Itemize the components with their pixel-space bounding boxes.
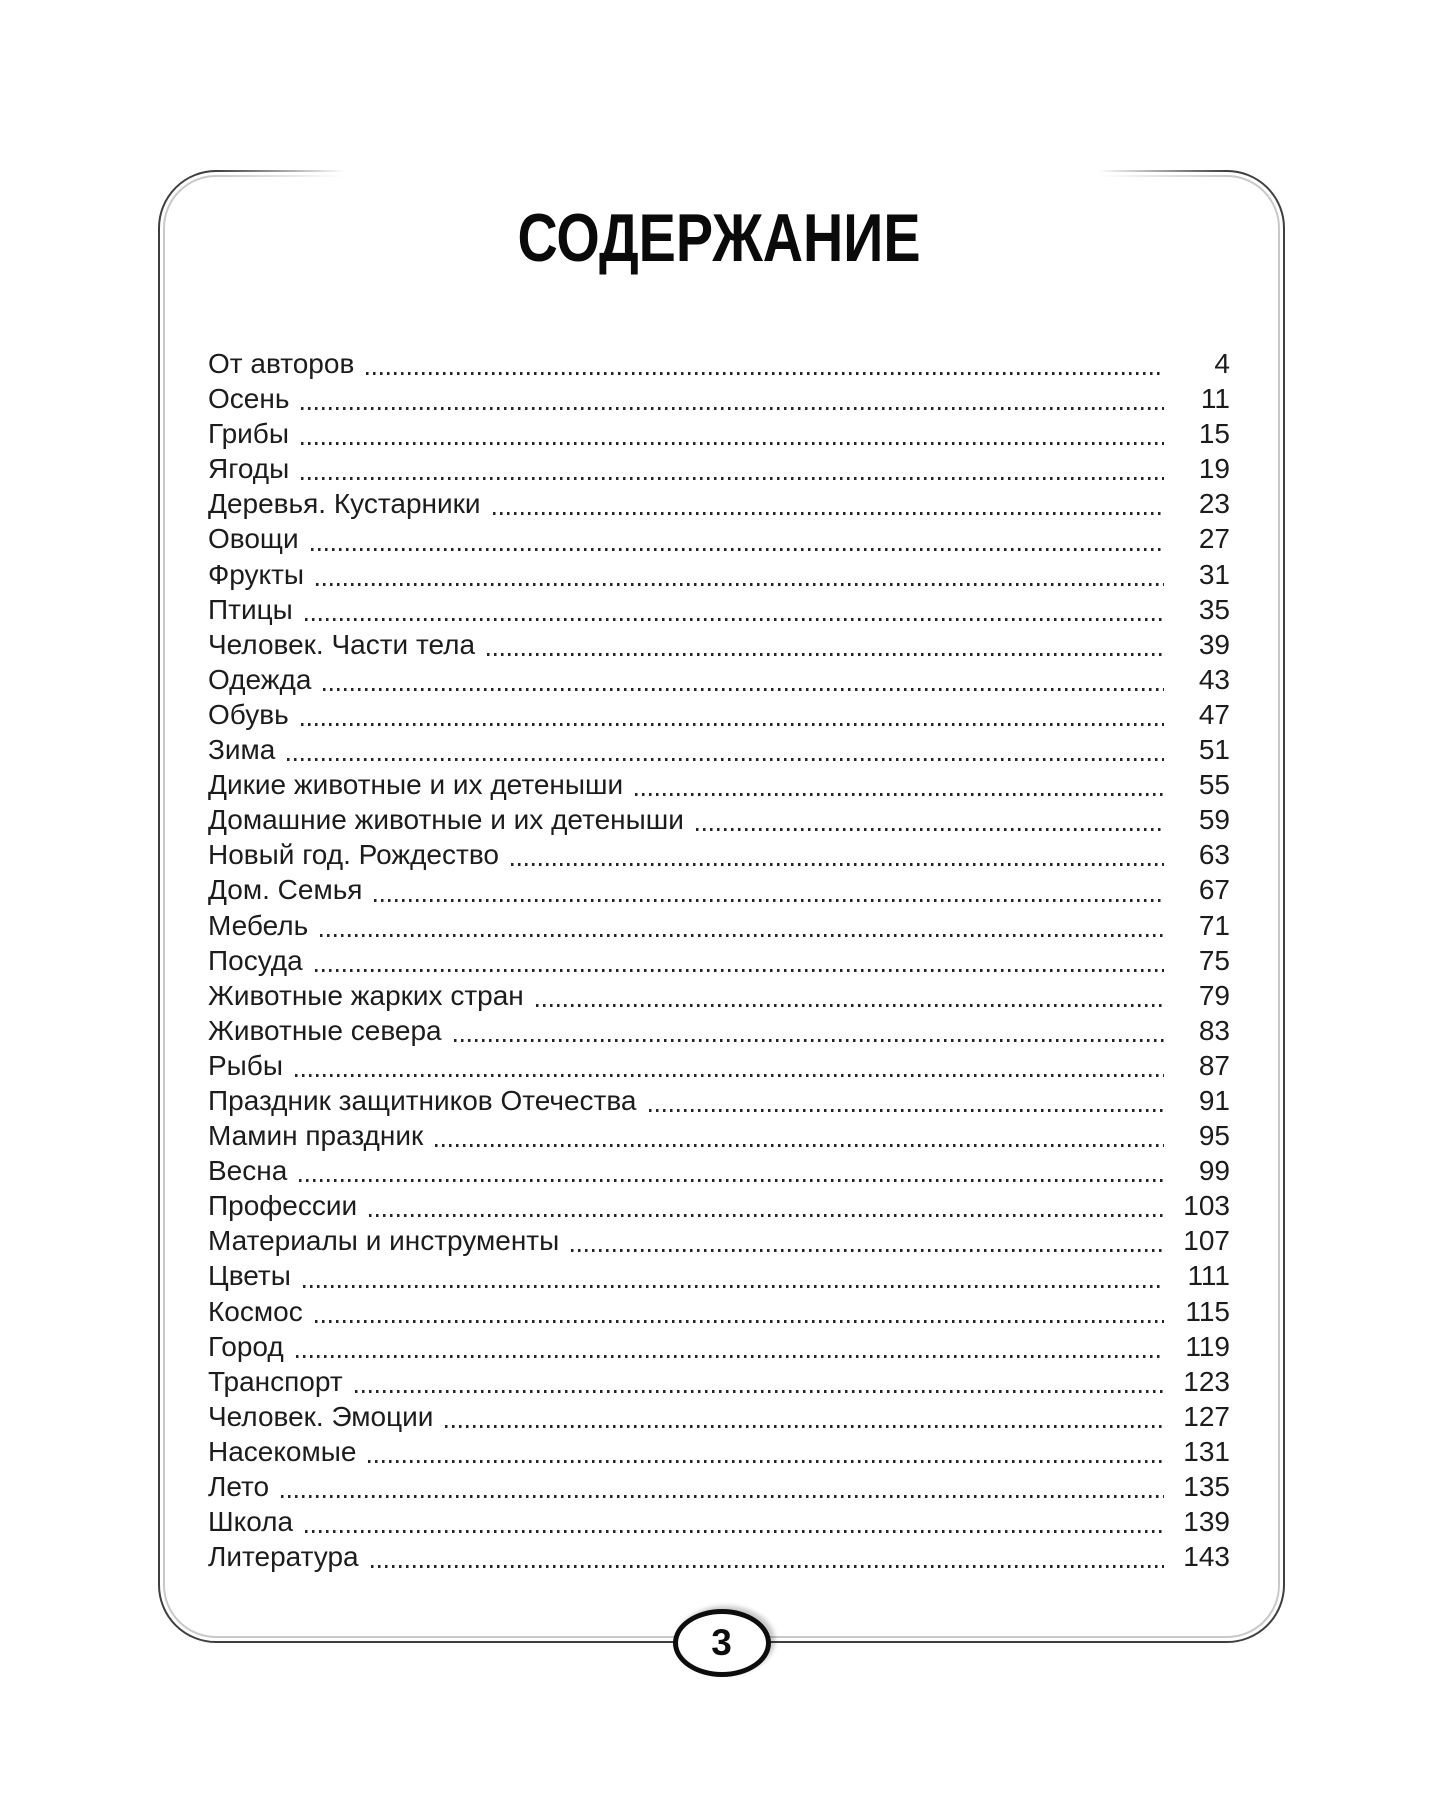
- dot-leader: [287, 758, 1164, 761]
- toc-entry-label: Обувь: [208, 698, 289, 730]
- dot-leader: [696, 828, 1164, 831]
- toc-row: [208, 521, 1230, 556]
- toc-entry-label: Праздник защитников Отечества: [208, 1084, 637, 1116]
- toc-row: [208, 943, 1230, 978]
- toc-row: [208, 1469, 1230, 1504]
- toc-row: [208, 1539, 1230, 1574]
- toc-entry-label: Зима: [208, 734, 276, 766]
- toc-row: [208, 1013, 1230, 1048]
- toc-row: [208, 1434, 1230, 1469]
- dot-leader: [311, 548, 1164, 551]
- toc-entry-label: Дом. Семья: [208, 874, 363, 906]
- toc-entry-label: Человек. Части тела: [208, 628, 476, 660]
- toc-row: [208, 1153, 1230, 1188]
- toc-entry-label: Город: [208, 1330, 284, 1362]
- dot-leader: [320, 934, 1164, 937]
- toc-row: [208, 451, 1230, 486]
- toc-entry-label: Домашние животные и их детеныши: [208, 804, 684, 836]
- toc-entry-page-number: 111: [1187, 1260, 1230, 1292]
- dot-leader: [371, 1565, 1164, 1568]
- toc-entry-page-number: 131: [1183, 1435, 1230, 1467]
- dot-leader: [487, 653, 1164, 656]
- toc-entry-page-number: 87: [1198, 1049, 1230, 1081]
- toc-entry-label: Посуда: [208, 944, 303, 976]
- dot-leader: [536, 1004, 1164, 1007]
- toc-entry-label: Профессии: [208, 1190, 358, 1222]
- dot-leader: [571, 1249, 1164, 1252]
- toc-row: [208, 767, 1230, 802]
- toc-entry-page-number: 27: [1198, 523, 1230, 555]
- toc-entry-label: Школа: [208, 1506, 294, 1538]
- page-content: [160, 172, 1283, 1641]
- dot-leader: [305, 618, 1164, 621]
- toc-entry-page-number: 35: [1198, 593, 1230, 625]
- toc-entry-label: Дикие животные и их детеныши: [208, 769, 624, 801]
- toc-row: [208, 346, 1230, 381]
- toc-row: [208, 1364, 1230, 1399]
- dot-leader: [454, 1039, 1164, 1042]
- page-title: СОДЕРЖАНИЕ: [517, 200, 921, 276]
- toc-entry-page-number: 4: [1214, 348, 1230, 379]
- toc-row: [208, 592, 1230, 627]
- toc-row: [208, 1048, 1230, 1083]
- dot-leader: [511, 863, 1164, 866]
- toc-entry-label: Транспорт: [208, 1365, 343, 1397]
- toc-entry-page-number: 43: [1198, 663, 1230, 695]
- toc-entry-page-number: 115: [1185, 1295, 1230, 1327]
- toc-entry-label: Весна: [208, 1155, 288, 1187]
- toc-entry-page-number: 11: [1200, 383, 1230, 415]
- dot-leader: [301, 477, 1164, 480]
- dot-leader: [316, 583, 1164, 586]
- toc-entry-label: От авторов: [208, 348, 355, 379]
- toc-row: [208, 1118, 1230, 1153]
- dot-leader: [493, 512, 1164, 515]
- dot-leader: [303, 1285, 1164, 1288]
- dot-leader: [369, 1214, 1164, 1217]
- toc-entry-label: Цветы: [208, 1260, 291, 1292]
- toc-row: [208, 908, 1230, 943]
- toc-entry-page-number: 39: [1198, 628, 1230, 660]
- toc-entry-page-number: 67: [1198, 874, 1230, 906]
- toc-entry-label: Лето: [208, 1471, 270, 1502]
- toc-entry-page-number: 123: [1183, 1365, 1230, 1397]
- toc-row: [208, 802, 1230, 837]
- toc-entry-page-number: 103: [1183, 1190, 1230, 1222]
- dot-leader: [368, 1460, 1164, 1463]
- toc-row: [208, 627, 1230, 662]
- toc-entry-page-number: 107: [1183, 1225, 1230, 1257]
- toc-entry-label: Фрукты: [208, 558, 305, 590]
- toc-entry-page-number: 83: [1198, 1014, 1230, 1046]
- toc-entry-page-number: 119: [1185, 1330, 1230, 1362]
- toc-entry-page-number: 55: [1198, 769, 1230, 801]
- toc-entry-label: Птицы: [208, 593, 293, 625]
- toc-entry-label: Новый год. Рождество: [208, 839, 499, 871]
- dot-leader: [323, 688, 1164, 691]
- toc-entry-label: Животные севера: [208, 1014, 442, 1046]
- dot-leader: [649, 1109, 1164, 1112]
- toc-row: [208, 1294, 1230, 1329]
- dot-leader: [305, 1530, 1164, 1533]
- toc-row: [208, 416, 1230, 451]
- dot-leader: [366, 372, 1164, 375]
- toc-entry-page-number: 79: [1198, 979, 1230, 1011]
- toc-entry-label: Овощи: [208, 523, 299, 555]
- toc-row: [208, 1504, 1230, 1539]
- toc-entry-label: Рыбы: [208, 1049, 283, 1081]
- toc-row: [208, 1258, 1230, 1293]
- toc-entry-page-number: 71: [1198, 909, 1230, 941]
- toc-row: [208, 1083, 1230, 1118]
- toc-row: [208, 1399, 1230, 1434]
- toc-entry-label: Одежда: [208, 663, 312, 695]
- toc-entry-label: Материалы и инструменты: [208, 1225, 560, 1257]
- toc-entry-label: Ягоды: [208, 453, 290, 485]
- toc-entry-label: Мамин праздник: [208, 1120, 424, 1152]
- toc-row: [208, 732, 1230, 767]
- dot-leader: [435, 1144, 1164, 1147]
- toc-entry-page-number: 127: [1183, 1400, 1230, 1432]
- dot-leader: [296, 1355, 1164, 1358]
- toc-entry-page-number: 51: [1198, 734, 1230, 766]
- toc-entry-label: Космос: [208, 1295, 303, 1327]
- dot-leader: [281, 1495, 1164, 1498]
- toc-entry-page-number: 23: [1198, 488, 1230, 520]
- toc-row: [208, 662, 1230, 697]
- toc-entry-page-number: 99: [1198, 1155, 1230, 1187]
- toc-row: [208, 1188, 1230, 1223]
- dot-leader: [445, 1425, 1164, 1428]
- toc-entry-page-number: 19: [1198, 453, 1230, 485]
- toc-entry-page-number: 59: [1198, 804, 1230, 836]
- toc-entry-label: Деревья. Кустарники: [208, 488, 481, 520]
- toc-row: [208, 872, 1230, 907]
- dot-leader: [315, 1320, 1164, 1323]
- toc-entry-label: Осень: [208, 383, 290, 415]
- toc-row: [208, 978, 1230, 1013]
- toc-entry-label: Мебель: [208, 909, 309, 941]
- toc-entry-label: Человек. Эмоции: [208, 1400, 434, 1432]
- toc-entry-label: Литература: [208, 1541, 359, 1573]
- toc-entry-page-number: 143: [1183, 1541, 1230, 1573]
- dot-leader: [299, 1179, 1164, 1182]
- toc-entry-page-number: 47: [1198, 698, 1230, 730]
- toc-entry-page-number: 139: [1183, 1506, 1230, 1538]
- dot-leader: [315, 969, 1164, 972]
- toc-entry-label: Насекомые: [208, 1435, 357, 1467]
- dot-leader: [301, 442, 1164, 445]
- toc-entry-page-number: 135: [1183, 1471, 1230, 1502]
- page-number-badge: 3: [673, 1609, 771, 1677]
- toc-entry-page-number: 15: [1198, 418, 1230, 450]
- toc-entry-page-number: 91: [1198, 1084, 1230, 1116]
- toc-row: [208, 837, 1230, 872]
- toc-entry-page-number: 63: [1198, 839, 1230, 871]
- toc-row: [208, 697, 1230, 732]
- dot-leader: [355, 1390, 1164, 1393]
- toc-entry-page-number: 95: [1198, 1120, 1230, 1152]
- toc-entry-page-number: 75: [1198, 944, 1230, 976]
- toc-entry-page-number: 31: [1198, 558, 1230, 590]
- dot-leader: [295, 1074, 1164, 1077]
- dot-leader: [301, 723, 1164, 726]
- toc-row: [208, 1223, 1230, 1258]
- toc-row: [208, 486, 1230, 521]
- dot-leader: [374, 899, 1164, 902]
- toc-entry-label: Грибы: [208, 418, 289, 450]
- toc-row: [208, 381, 1230, 416]
- toc-row: [208, 1329, 1230, 1364]
- toc-entry-label: Животные жарких стран: [208, 979, 524, 1011]
- dot-leader: [635, 793, 1164, 796]
- page-frame: [158, 170, 1285, 1663]
- table-of-contents: [208, 346, 1230, 1574]
- toc-row: [208, 557, 1230, 592]
- dot-leader: [301, 407, 1164, 410]
